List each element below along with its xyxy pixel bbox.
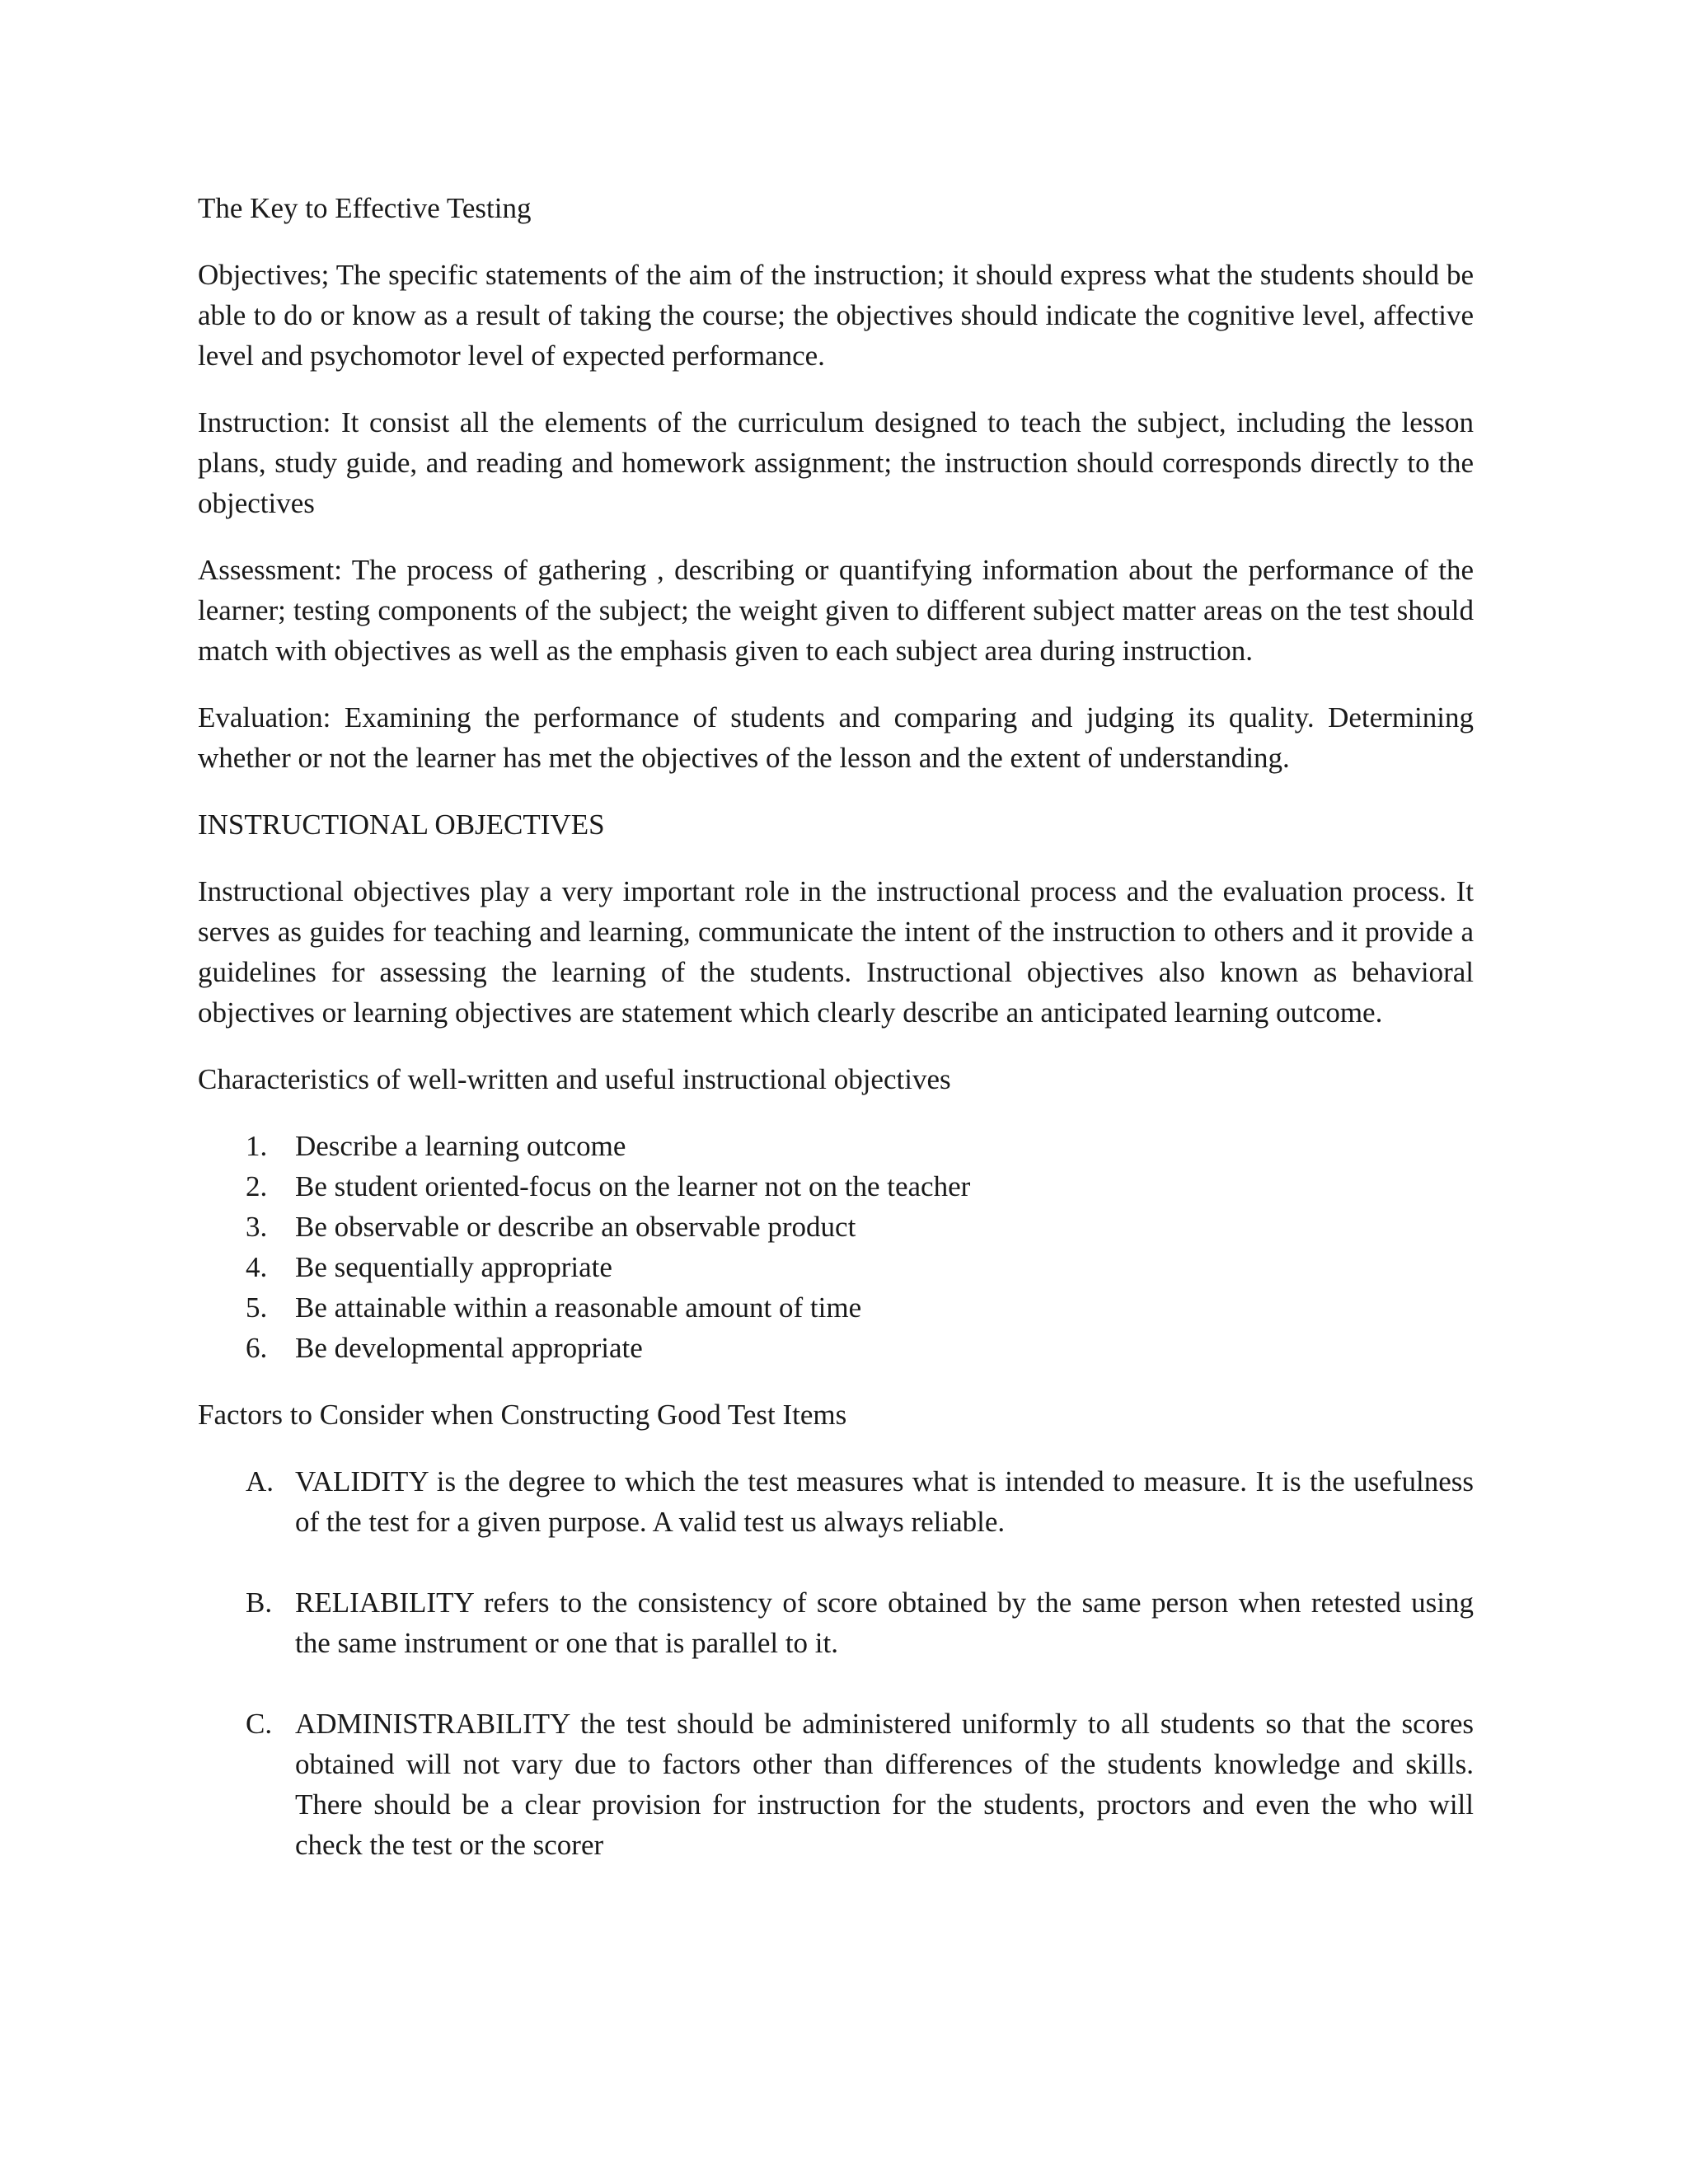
- list-marker: B.: [246, 1586, 273, 1619]
- list-item-text: Be observable or describe an observable product: [295, 1211, 856, 1243]
- list-item-text: VALIDITY is the degree to which the test measures what is intended to measure. It is the usefulness of the test for a given purpose. A valid test us always reliable.: [295, 1465, 1474, 1538]
- list-item-text: Be student oriented-focus on the learner not on the teacher: [295, 1170, 971, 1202]
- list-marker: 1.: [246, 1130, 268, 1162]
- paragraph-objectives: Objectives; The specific statements of the aim of the instruction; it should express what the students should be able to do or know as a result of taking the course; the objectives should indicate the cognitive level, affective level and psychomotor level of expected performance.: [198, 259, 1474, 372]
- list-item: [198, 1582, 1474, 1663]
- list-marker: 2.: [246, 1170, 268, 1202]
- list-item: [198, 1207, 1474, 1247]
- list-item-text: Be sequentially appropriate: [295, 1251, 612, 1283]
- list-item: [198, 1287, 1474, 1328]
- list-item-text: Be attainable within a reasonable amount of time: [295, 1291, 862, 1324]
- list-marker: 4.: [246, 1251, 268, 1283]
- section-heading: INSTRUCTIONAL OBJECTIVES: [198, 808, 605, 841]
- list-item-text: Be developmental appropriate: [295, 1332, 643, 1364]
- list-marker: 6.: [246, 1332, 268, 1364]
- list-item-text: ADMINISTRABILITY the test should be administered uniformly to all students so that the scores obtained will not vary due to factors other than differences of the students knowledge and skills. There should be a clear provision for instruction for the students, proctors and even the who will check the test or the scorer: [295, 1708, 1474, 1861]
- document-page: [198, 188, 1474, 1905]
- list-marker: A.: [246, 1465, 274, 1497]
- list-item-text: Describe a learning outcome: [295, 1130, 626, 1162]
- paragraph-assessment: Assessment: The process of gathering , describing or quantifying information about the performance of the learner; testing components of the subject; the weight given to different subject matter areas on the test should match with objectives as well as the emphasis given to each subject area during instruction.: [198, 554, 1474, 667]
- list-item-text: RELIABILITY refers to the consistency of score obtained by the same person when retested using the same instrument or one that is parallel to it.: [295, 1586, 1474, 1659]
- list-marker: 3.: [246, 1211, 268, 1243]
- characteristics-heading: Characteristics of well-written and useful instructional objectives: [198, 1063, 951, 1095]
- section-paragraph: Instructional objectives play a very important role in the instructional process and the evaluation process. It serves as guides for teaching and learning, communicate the intent of the instruction to others and it provide a guidelines for assessing the learning of the students. Instructional objectives also known as behavioral objectives or learning objectives are statement which clearly describe an anticipated learning outcome.: [198, 875, 1474, 1029]
- list-marker: C.: [246, 1708, 273, 1740]
- list-item: [198, 1704, 1474, 1865]
- list-item: [198, 1247, 1474, 1287]
- list-item: [198, 1166, 1474, 1207]
- list-item: [198, 1126, 1474, 1166]
- list-marker: 5.: [246, 1291, 268, 1324]
- list-item: [198, 1328, 1474, 1368]
- paragraph-evaluation: Evaluation: Examining the performance of students and comparing and judging its quality. Determining whether or not the learner has met the objectives of the lesson and the extent of understanding.: [198, 701, 1474, 774]
- characteristics-list: [198, 1126, 1474, 1368]
- factors-list: [198, 1461, 1474, 1865]
- list-item: [198, 1461, 1474, 1542]
- document-title: The Key to Effective Testing: [198, 192, 532, 224]
- factors-heading: Factors to Consider when Constructing Good Test Items: [198, 1399, 847, 1431]
- paragraph-instruction: Instruction: It consist all the elements of the curriculum designed to teach the subject, including the lesson plans, study guide, and reading and homework assignment; the instruction should corresponds directly to the objectives: [198, 406, 1474, 519]
